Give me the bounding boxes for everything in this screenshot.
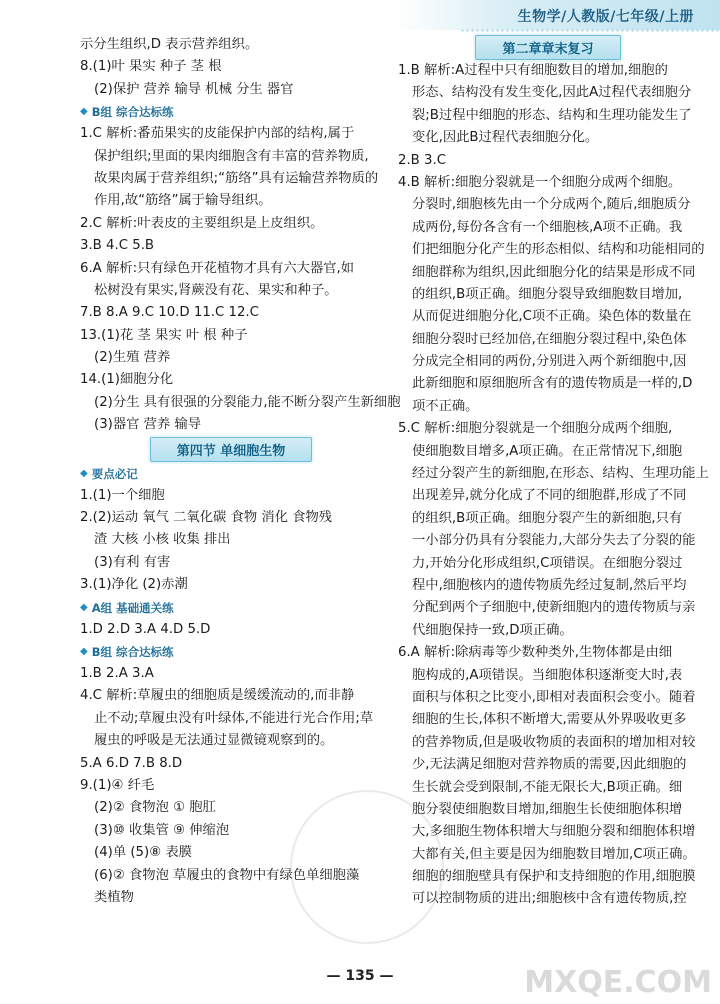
section-title: 第四节 单细胞生物 [150,437,313,462]
answer-line: (2)生殖 营养 [94,350,171,366]
answer-line: (3)有利 有害 [94,554,171,570]
answer-line: 大都有关,但主要是因为细胞数目增加,C项正确。 [412,846,696,862]
answer-line: 裂;B过程中细胞的形态、结构和生理功能发生了 [412,107,692,123]
answer-line: 胞分裂使细胞数目增加,细胞生长使细胞体积增 [412,801,683,817]
answer-line: 的营养物质,但是吸收物质的表面积的增加相对较 [412,734,696,750]
answer-line: 一小部分仍具有分裂能力,大部分失去了分裂的能 [412,533,696,549]
answer-line: 胞构成的,A项错误。当细胞体积逐渐变大时,表 [412,667,683,683]
answer-line: 9.(1)④ 纤毛 [80,777,155,793]
answer-line: 力,开始分化形成组织,C项错误。在细胞分裂过 [412,555,683,571]
answer-line: 7.B 8.A 9.C 10.D 11.C 12.C [80,305,259,321]
answer-line: 变化,因此B过程代表细胞分化。 [412,130,599,146]
answer-line: 出现差异,就分化成了不同的细胞群,形成了不同 [412,488,687,504]
section-title-wrap [80,437,382,463]
answer-line: 4.B 解析:细胞分裂就是一个细胞分成两个细胞。 [398,174,682,190]
answer-line: (6)② 食物泡 草履虫的食物中有绿色单细胞藻 [94,867,360,883]
page-number: — 135 — [326,968,394,984]
answer-line: (3)⑩ 收集管 ⑨ 伸缩泡 [94,822,230,838]
diamond-icon: ◆ [80,601,88,613]
answer-line: 13.(1)花 茎 果实 叶 根 种子 [80,327,248,343]
answer-line: 分成完全相同的两份,分别进入两个新细胞中,因 [412,354,687,370]
answer-line: 保护组织;里面的果肉细胞含有丰富的营养物质, [94,148,369,164]
answer-line: 1.B 解析:A过程中只有细胞数目的增加,细胞的 [398,63,668,78]
answer-line: 5.C 解析:细胞分裂就是一个细胞分成两个细胞, [398,421,673,437]
watermark: MXQE.COM [524,965,712,1000]
answer-line: 可以控制物质的进出;细胞核中含有遗传物质,控 [412,891,687,907]
subsection-label: B组 综合达标练 [91,105,174,120]
subsection-label: A组 基础通关练 [91,600,174,615]
answer-line: 3.B 4.C 5.B [80,238,155,254]
answer-line: 1.D 2.D 3.A 4.D 5.D [80,621,211,637]
section-title: 第二章章末复习 [475,35,620,60]
answer-line: (4)单 (5)⑧ 表膜 [94,845,192,861]
book-title: 生物学/人教版/七年级/上册 [517,9,694,25]
answer-line: (3)器官 营养 输导 [94,417,202,433]
answer-line: 2.C 解析:叶表皮的主要组织是上皮组织。 [80,215,324,231]
left-column [80,34,401,909]
answer-line: 6.A 解析:除病毒等少数种类外,生物体都是由细 [398,645,673,661]
answer-line: 生长就会受到限制,不能无限长大,B项正确。细 [412,779,683,795]
answer-line: 使细胞数目增多,A项正确。在正常情况下,细胞 [412,443,683,459]
answer-line: 作用,故“筋络”属于输导组织。 [94,193,272,209]
answer-line: 的组织,B项正确。细胞分裂导致细胞数目增加, [412,286,683,302]
answer-line: 形态、结构没有发生变化,因此A过程代表细胞分 [412,85,692,101]
answer-line: 细胞的生长,体积不断增大,需要从外界吸收更多 [412,712,687,728]
diamond-icon: ◆ [80,645,88,657]
diamond-icon: ◆ [80,467,88,479]
answer-line: 3.(1)净化 (2)赤潮 [80,577,188,593]
diamond-icon: ◆ [80,106,88,118]
subsection-tag [80,101,382,123]
answer-line: 1.B 2.A 3.A [80,665,154,681]
subsection-label: 要点必记 [91,466,138,481]
answer-line: 细胞分裂时已经加倍,在细胞分裂过程中,染色体 [412,331,687,347]
answer-line: 代细胞保持一致,D项正确。 [412,622,573,638]
answer-line: 1.C 解析:番茄果实的皮能保护内部的结构,属于 [80,126,355,142]
answer-line: 2.(2)运动 氧气 二氧化碳 食物 消化 食物残 [80,510,333,526]
subsection-tag [80,463,382,485]
answer-line: 成两份,每份各含有一个细胞核,A项不正确。我 [412,219,683,235]
answer-line: 分裂时,细胞核先由一个分成两个,随后,细胞质分 [412,197,691,213]
answer-line: 少,无法满足细胞对营养物质的需要,因此细胞的 [412,757,687,773]
answer-line: 细胞群称为组织,因此细胞分化的结果是形成不同 [412,264,696,280]
answer-line: 2.B 3.C [398,152,447,168]
answer-line: 1.(1)一个细胞 [80,487,165,503]
answer-line: (2)保护 营养 输导 机械 分生 器官 [94,81,294,97]
answer-line: 6.A 解析:只有绿色开花植物才具有六大器官,如 [80,260,355,276]
subsection-tag [80,597,382,619]
stamp-mark [290,790,444,944]
answer-line: 8.(1)叶 果实 种子 茎 根 [80,59,222,75]
subsection-label: B组 综合达标练 [91,644,174,659]
answer-line: 松树没有果实,肾蕨没有花、果实和种子。 [94,282,338,298]
answer-line: 们把细胞分化产生的形态相似、结构和功能相同的 [412,242,705,258]
answer-line: 程中,细胞核内的遗传物质先经过复制,然后平均 [412,577,687,593]
answer-line: 分配到两个子细胞中,使新细胞内的遗传物质与亲 [412,600,696,616]
answer-line: 止不动;草履虫没有叶绿体,不能进行光合作用;草 [94,710,374,726]
answer-line: (2)② 食物泡 ① 胞肛 [94,800,216,816]
subsection-tag [80,641,382,663]
answer-line: 故果肉属于营养组织;“筋络”具有运输营养物质的 [94,170,379,186]
answer-line: 14.(1)細胞分化 [80,372,174,388]
answer-line: 的组织,B项正确。细胞分裂产生的新细胞,只有 [412,510,683,526]
answer-line: 类植物 [94,889,134,905]
answer-line: 此新细胞和原细胞所含有的遗传物质是一样的,D [412,376,693,392]
answer-line: 履虫的呼吸是无法通过显微镜观察到的。 [94,733,334,749]
answer-line: 细胞的细胞壁具有保护和支持细胞的作用,细胞膜 [412,869,696,885]
section-title-wrap [398,34,698,60]
answer-line: 经过分裂产生的新细胞,在形态、结构、生理功能上 [412,466,709,482]
answer-line: 5.A 6.D 7.B 8.D [80,755,183,771]
answer-line: (2)分生 具有很强的分裂能力,能不断分裂产生新细胞 [94,394,401,410]
answer-line: 从而促进细胞分化,C项不正确。染色体的数量在 [412,309,692,325]
answer-line: 示分生组织,D 表示营养组织。 [80,37,259,52]
answer-line: 大,多细胞生物体积增大与细胞分裂和细胞体积增 [412,824,696,840]
answer-line: 渣 大核 小核 收集 排出 [94,532,231,548]
answer-line: 4.C 解析:草履虫的细胞质是缓缓流动的,而非静 [80,688,355,704]
right-column [398,34,709,911]
answer-line: 项不正确。 [412,398,479,414]
answer-line: 面积与体积之比变小,即相对表面积会变小。随着 [412,689,696,705]
